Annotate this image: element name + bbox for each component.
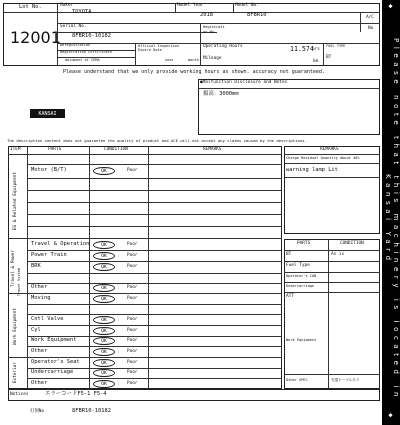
ok-oval: OK [93, 284, 115, 292]
ok-oval: OK [93, 380, 115, 388]
parts-undercarriage: Undercarriage [31, 369, 74, 375]
ac-label: A/C [366, 15, 374, 20]
model-no-label: Model No. [235, 3, 259, 8]
ok-oval: OK [93, 369, 115, 377]
poor-label: Poor [127, 285, 138, 290]
diamond-icon: ◆ [388, 2, 393, 10]
right-part-fuel: Fuel Type [286, 263, 310, 268]
remarks-header: REMARKS [320, 147, 339, 152]
poor-label: Poor [127, 242, 138, 247]
parts-brk: BRK [31, 263, 41, 269]
km-unit: km [313, 59, 319, 64]
poor-label: Poor [127, 253, 138, 258]
header-remarks: REMARKS [203, 147, 222, 152]
registration-label: Registrati on No. [203, 25, 225, 34]
ok-oval: OK [93, 295, 115, 303]
year-label: year [165, 58, 174, 62]
parts-moving: Moving [31, 295, 51, 301]
header-item: ITEM [10, 147, 21, 152]
serial-label: Serial No. [60, 24, 87, 29]
diamond-icon: ◆ [388, 411, 393, 419]
parts-travel-operation: Travel & Operation [31, 241, 90, 247]
poor-label: Poor [127, 381, 138, 386]
sidebar-text: Please note that this machinery is located in Kansai Yard [384, 38, 400, 401]
ok-oval: OK [93, 337, 115, 345]
right-part-bt: BT [286, 252, 292, 257]
deregistration-label: Deregistration [60, 43, 91, 47]
ok-oval: OK [93, 359, 115, 367]
group-exterior: Exterior [13, 362, 18, 384]
ac-value: No [368, 26, 374, 31]
month-label: month [188, 58, 199, 62]
right-part-att: ATT [286, 294, 294, 299]
malfunction-text: 揚高：3000mm [203, 91, 239, 97]
parts-other-power: Other [31, 284, 48, 290]
ok-oval: OK [93, 252, 115, 260]
operating-hours-label: Operating Hours [203, 44, 243, 49]
lot-label: Lot No. [19, 4, 42, 10]
right-header-condition: CONDITION [340, 241, 364, 246]
stamp-number: 8FBR10-10182 [72, 408, 111, 414]
ok-oval: OK [93, 241, 115, 249]
parts-power-train: Power Train [31, 252, 67, 258]
operating-hours-value: 11.574 [290, 45, 314, 53]
fuel-type-label: FUEL TYPE [326, 44, 346, 48]
model-year-value: 2018 [200, 12, 213, 18]
right-cond-bt: As is [331, 252, 345, 257]
parts-other-work: Other [31, 348, 48, 354]
group-travel: Travel System [17, 268, 21, 297]
right-header-parts: PARTS [297, 241, 311, 246]
ok-oval: OK [93, 167, 115, 175]
location-sidebar [382, 0, 400, 425]
poor-label: Poor [127, 168, 138, 173]
poor-label: Poor [127, 370, 138, 375]
poor-label: Poor [127, 264, 138, 269]
ok-oval: OK [93, 316, 115, 324]
hours-disclaimer: Please understand that we only provide working hours as shown. accuracy not guaranteed. [63, 69, 325, 75]
header-condition: CONDITION [104, 147, 128, 152]
parts-other-exterior: Other [31, 380, 48, 386]
right-cond-other-spec: 充電ケーブルあり [331, 378, 360, 382]
parts-cyl: Cyl [31, 327, 41, 333]
fuel-type-value: BT [326, 55, 332, 60]
group-work: Work Equipment [13, 308, 18, 346]
inspection-label: Official Inspection Expire Date [138, 44, 180, 53]
group-power: Travel & Power [11, 250, 16, 288]
registration-certificate-label: Registration Certificate [60, 50, 112, 54]
ok-oval: OK [93, 348, 115, 356]
lot-number: 12001 [10, 28, 61, 47]
poor-label: Poor [127, 328, 138, 333]
poor-label: Poor [127, 338, 138, 343]
right-part-undercarriage: Undercarriage [286, 284, 315, 288]
warning-remark: warning lamp Lit [286, 167, 338, 173]
parts-operators-seat: Operator's Seat [31, 359, 80, 365]
model-year-label: Model Year [177, 3, 204, 8]
notices-label: Notices [10, 392, 29, 397]
condition-table [8, 146, 282, 389]
stamp-label: 打刻No [30, 409, 45, 414]
cema-document-label: document of CEMA [65, 58, 100, 62]
charge-remark: Charge Residual Quantity About 40% [286, 156, 360, 160]
poor-label: Poor [127, 317, 138, 322]
poor-label: Poor [127, 349, 138, 354]
mileage-label: Mileage [203, 56, 222, 61]
poor-label: Poor [127, 296, 138, 301]
header-parts: PARTS [48, 147, 62, 152]
parts-work-equipment: Work Equipment [31, 337, 77, 343]
serial-value: 8FBR10-10182 [72, 33, 111, 39]
right-part-work: Work Equipment [286, 338, 317, 342]
notices-text: エラーコードF5-1 F5-4 [45, 391, 107, 397]
ok-oval: OK [93, 263, 115, 271]
parts-cntl-valve: Cntl Valve [31, 316, 64, 322]
malfunction-title: ●Malfunction Disclosure and Notes [200, 80, 288, 85]
maker-label: Maker [60, 3, 74, 8]
description-disclaimer: The description content does not guarantee the quality of product and ACE will not accept any claims caused by the descriptions. [7, 138, 307, 143]
right-part-other-spec: Other SPEC [286, 378, 308, 382]
hours-unit: hrs [312, 47, 320, 52]
ok-oval: OK [93, 327, 115, 335]
maker-value: TOYOTA [72, 9, 92, 15]
right-part-cab: Operator's CAB [286, 274, 317, 278]
group-eg: EG & Related Equipment [13, 172, 18, 231]
poor-label: Poor [127, 360, 138, 365]
model-no-value: 8FBR10 [247, 12, 267, 18]
kansai-badge: KANSAI [30, 109, 65, 118]
parts-motor: Motor (B/T) [31, 167, 67, 173]
